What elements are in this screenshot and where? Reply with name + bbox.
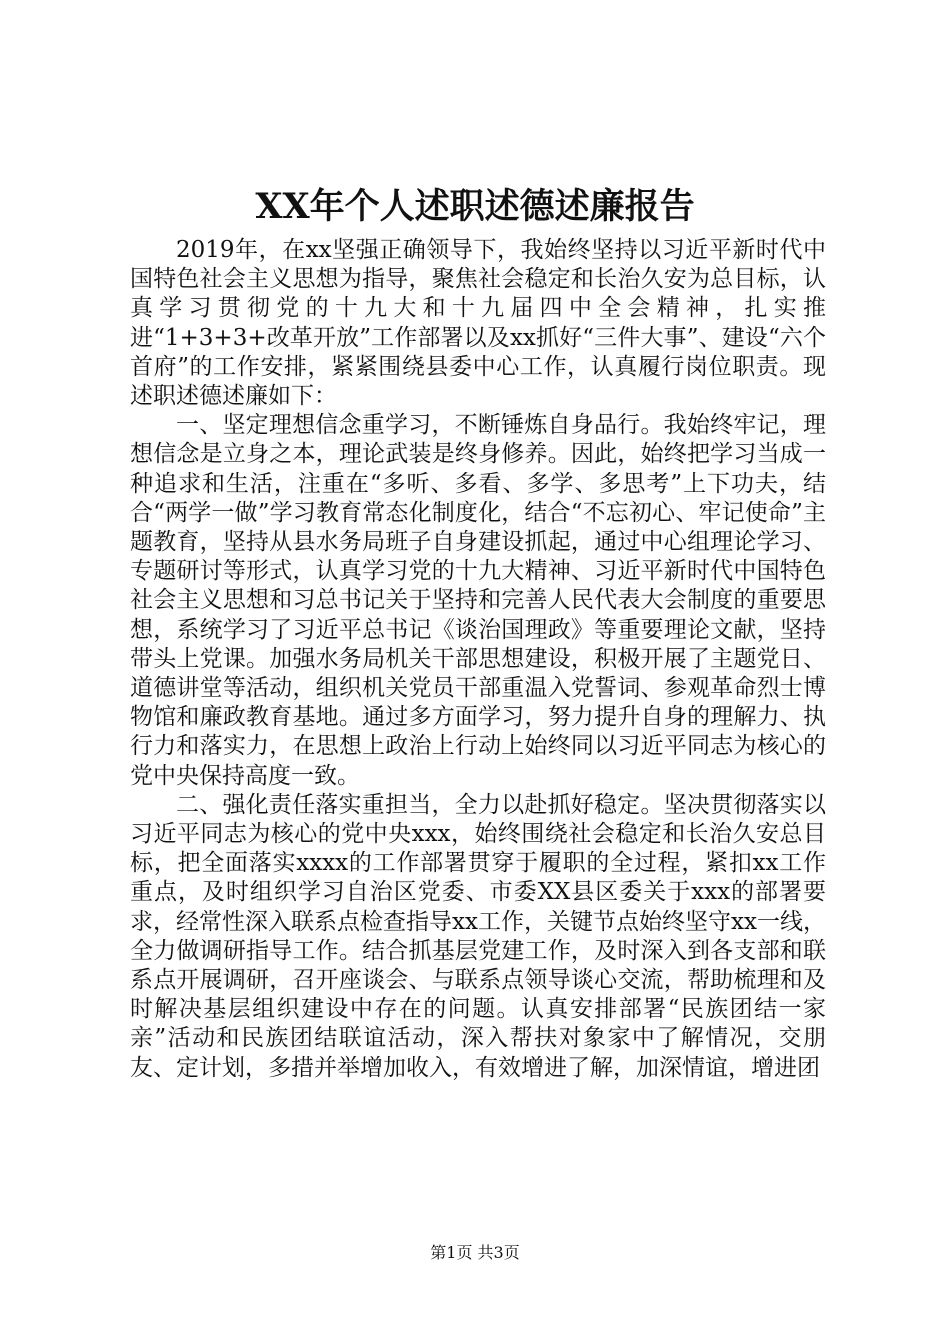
- page-footer: 第1页 共3页: [430, 1243, 520, 1262]
- document-title: XX年个人述职述德述廉报告: [255, 186, 695, 227]
- paragraph-section-2: 二、强化责任落实重担当，全力以赴抓好稳定。坚决贯彻落实以习近平同志为核心的党中央xxx，始终围绕社会稳定和长治久安总目标，把全面落实xxxx的工作部署贯穿于履职的全过程，紧扣xx工作重点，及时组织学习自治区党委、市委XX县区委关于xxx的部署要求，经常性深入联系点检查指导xx工作，关键节点始终坚守xx一线，全力做调研指导工作。结合抓基层党建工作，及时深入到各支部和联系点开展调研，召开座谈会、与联系点领导谈心交流，帮助梳理和及时解决基层组织建设中存在的问题。认真安排部署“民族团结一家亲”活动和民族团结联谊活动，深入帮扶对象家中了解情况，交朋友、定计划，多措并举增加收入，有效增进了解，加深情谊，增进团: [130, 791, 826, 1081]
- document-body: [130, 236, 826, 1083]
- paragraph-intro: 2019年，在xx坚强正确领导下，我始终坚持以习近平新时代中国特色社会主义思想为指导，聚焦社会稳定和长治久安为总目标，认真学习贯彻党的十九大和十九届四中全会精神，扎实推进“1+3+3+改革开放”工作部署以及xx抓好“三件大事”、建设“六个首府”的工作安排，紧紧围绕县委中心工作，认真履行岗位职责。现述职述德述廉如下：: [130, 237, 826, 410]
- paragraph-section-1: 一、坚定理想信念重学习，不断锤炼自身品行。我始终牢记，理想信念是立身之本，理论武装是终身修养。因此，始终把学习当成一种追求和生活，注重在“多听、多看、多学、多思考”上下功夫，结合“两学一做”学习教育常态化制度化，结合“不忘初心、牢记使命”主题教育，坚持从县水务局班子自身建设抓起，通过中心组理论学习、专题研讨等形式，认真学习党的十九大精神、习近平新时代中国特色社会主义思想和习总书记关于坚持和完善人民代表大会制度的重要思想，系统学习了习近平总书记《谈治国理政》等重要理论文献，坚持带头上党课。加强水务局机关干部思想建设，积极开展了主题党日、道德讲堂等活动，组织机关党员干部重温入党誓词、参观革命烈士博物馆和廉政教育基地。通过多方面学习，努力提升自身的理解力、执行力和落实力，在思想上政治上行动上始终同以习近平同志为核心的党中央保持高度一致。: [130, 412, 826, 789]
